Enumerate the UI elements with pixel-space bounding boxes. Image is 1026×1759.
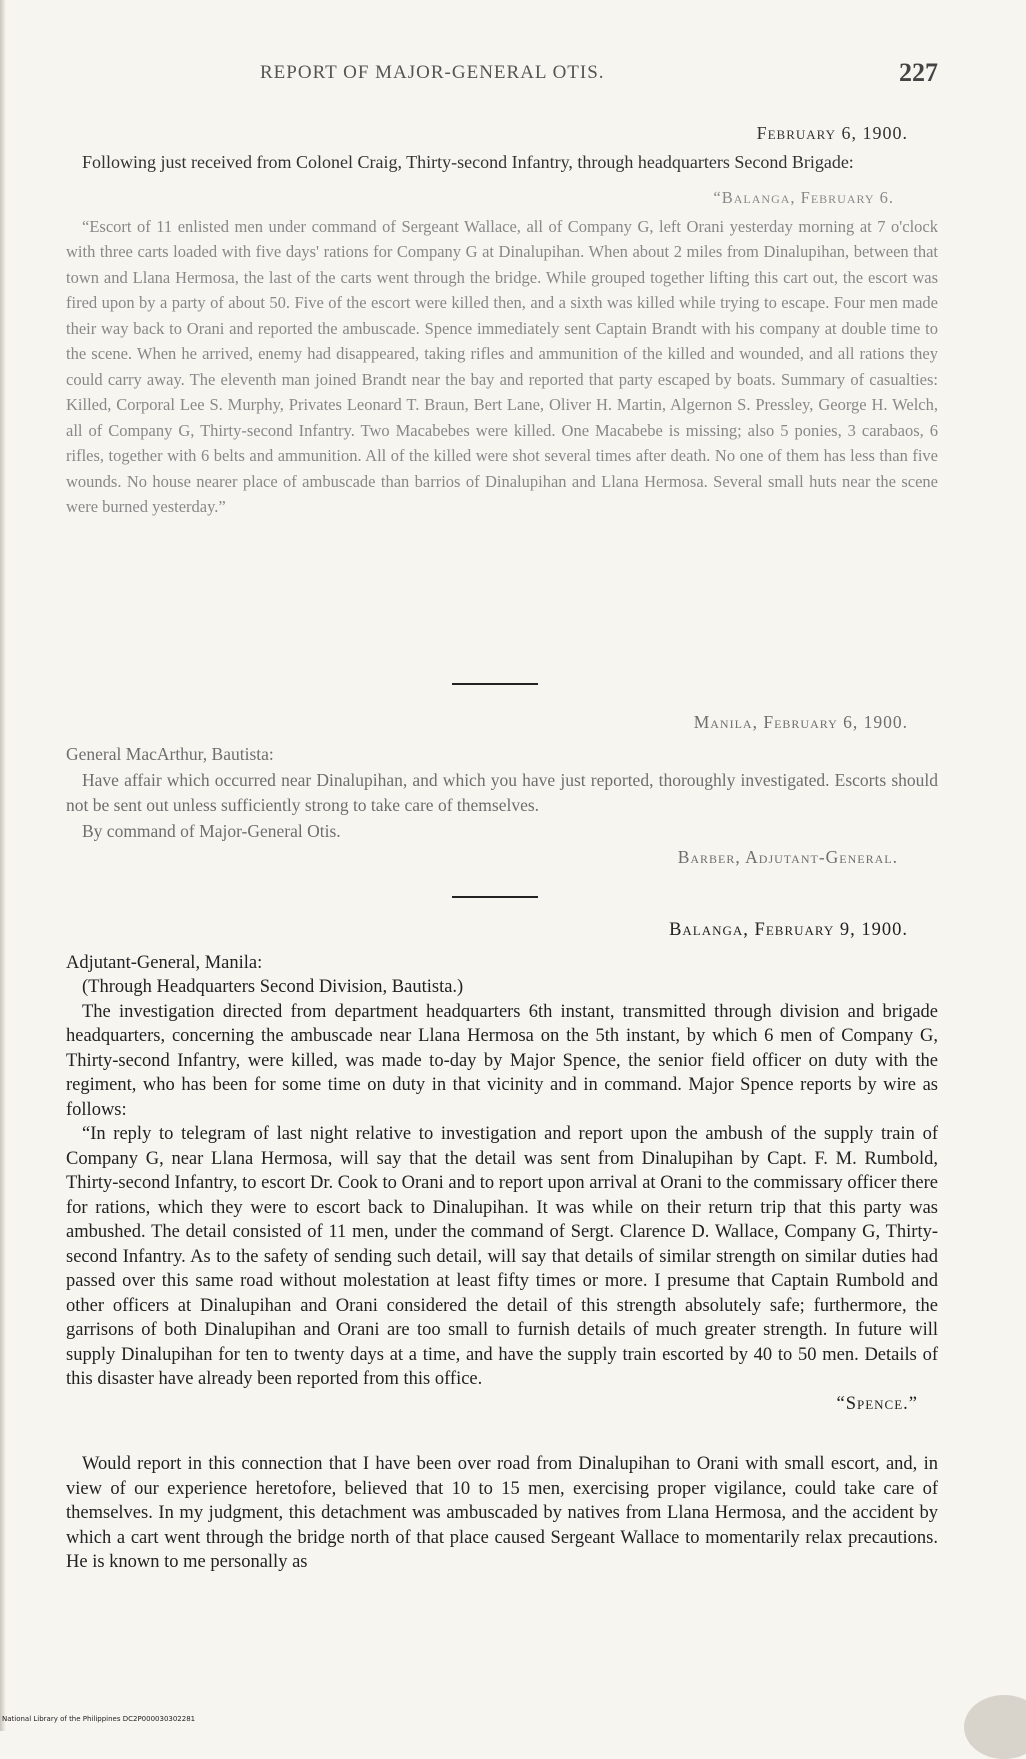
section-craig-report bbox=[66, 120, 938, 520]
signature: Barber, Adjutant-General. bbox=[677, 846, 898, 867]
reply-body: Have affair which occurred near Dinalupihan, and which you have just reported, thoroughly investigated. Escorts should not be sent out unless sufficiently strong to take care of themselves. bbox=[66, 769, 938, 816]
addressee: Adjutant-General, Manila: bbox=[66, 952, 263, 973]
spence-quote: “In reply to telegram of last night relative to investigation and report upon the ambush of the supply train of Company G, near Llana Hermosa, will say that the detail was sent from Dinalupihan by Capt. F. M. Rumbold, Thirty-second Infantry, to escort Dr. Cook to Orani and to report upon arrival at Orani to the commissary officer there for rations, which they were to escort back to Dinalupihan. It was while on their return trip that this party was ambushed. The detail consisted of 11 men, under the command of Sergt. Clarence D. Wallace, Company G, Thirty-second Infantry. As to the safety of sending such detail, will say that details of similar strength on similar duties had passed over this same road without molestation at least fifty times or more. I presume that Captain Rumbold and other officers at Dinalupihan and Orani considered the detail of this strength absolutely safe; furthermore, the garrisons of both Dinalupihan and Orani are too small to furnish details of much greater strength. In future will supply Dinalupihan for ten to twenty days at a time, and have the supply train escorted by 40 to 50 men. Details of this disaster have already been reported from this office. bbox=[66, 1124, 938, 1389]
section-divider bbox=[452, 896, 538, 898]
intro-paragraph: Following just received from Colonel Craig, Thirty-second Infantry, through headquarters Second Brigade: bbox=[82, 151, 854, 172]
closing-paragraph: Would report in this connection that I have been over road from Dinalupihan to Orani with small escort, and, in view of our experience heretofore, believed that 10 to 15 men, exercising proper vigilance, could take care of themselves. In my judgment, this detachment was ambuscaded by natives from Llana Hermosa, and the accident by which a cart went through the bridge north of that place caused Sergeant Wallace to momentarily relax precautions. He is known to me personally as bbox=[66, 1454, 938, 1572]
place-date: “Balanga, February 6. bbox=[713, 188, 894, 207]
dateline: Balanga, February 9, 1900. bbox=[669, 920, 908, 940]
page-number: 227 bbox=[899, 58, 938, 87]
scan-artifact bbox=[964, 1695, 1026, 1759]
section-otis-reply bbox=[66, 710, 938, 871]
dateline: Manila, February 6, 1900. bbox=[693, 712, 908, 732]
routing-line: (Through Headquarters Second Division, Bautista.) bbox=[82, 977, 464, 997]
running-head: REPORT OF MAJOR-GENERAL OTIS. bbox=[260, 62, 605, 83]
quote-signature: “Spence.” bbox=[836, 1393, 918, 1414]
section-balanga-report bbox=[66, 918, 938, 1575]
addressee: General MacArthur, Bautista: bbox=[66, 743, 274, 764]
command-line: By command of Major-General Otis. bbox=[82, 821, 341, 842]
library-credit: National Library of the Philippines DC2P000030302281 bbox=[2, 1715, 196, 1723]
page-edge-shadow bbox=[0, 0, 6, 1731]
telegram-body: “Escort of 11 enlisted men under command of Sergeant Wallace, all of Company G, left Orani yesterday morning at 7 o'clock with three carts loaded with five days' rations for Company G at Dinalupihan. When about 2 miles from Dinalupihan, between that town and Llana Hermosa, the last of the carts went through the bridge. While grouped together lifting this cart out, the escort was fired upon by a party of about 50. Five of the escort were killed then, and a sixth was killed while trying to escape. Four men made their way back to Orani and reported the ambuscade. Spence immediately sent Captain Brandt with his company at double time to the scene. When he arrived, enemy had disappeared, taking rifles and ammunition of the killed and wounded, and all rations they could carry away. The eleventh man joined Brandt near the bay and reported that party escaped by boats. Summary of casualties: Killed, Corporal Lee S. Murphy, Privates Leonard T. Braun, Bert Lane, Oliver H. Martin, Algernon S. Pressley, George H. Welch, all of Company G, Thirty-second Infantry. Two Macabebes were killed. One Macabebe is missing; also 5 ponies, 3 carabaos, 6 rifles, together with 6 belts and ammunition. All of the killed were shot several times after death. No one of them has less than five wounds. No house nearer place of ambuscade than barrios of Dinalupihan and Llana Hermosa. Several small huts near the scene were burned yesterday.” bbox=[66, 216, 938, 516]
dateline: February 6, 1900. bbox=[756, 123, 908, 143]
investigation-body: The investigation directed from department headquarters 6th instant, transmitted through division and brigade headquarters, concerning the ambuscade near Llana Hermosa on the 5th instant, by which 6 men of Company G, Thirty-second Infantry, were killed, was made to-day by Major Spence, the senior field officer on duty with the regiment, who has been for some time on duty in that vicinity and in command. Major Spence reports by wire as follows: bbox=[66, 1001, 938, 1120]
section-divider bbox=[452, 683, 538, 685]
